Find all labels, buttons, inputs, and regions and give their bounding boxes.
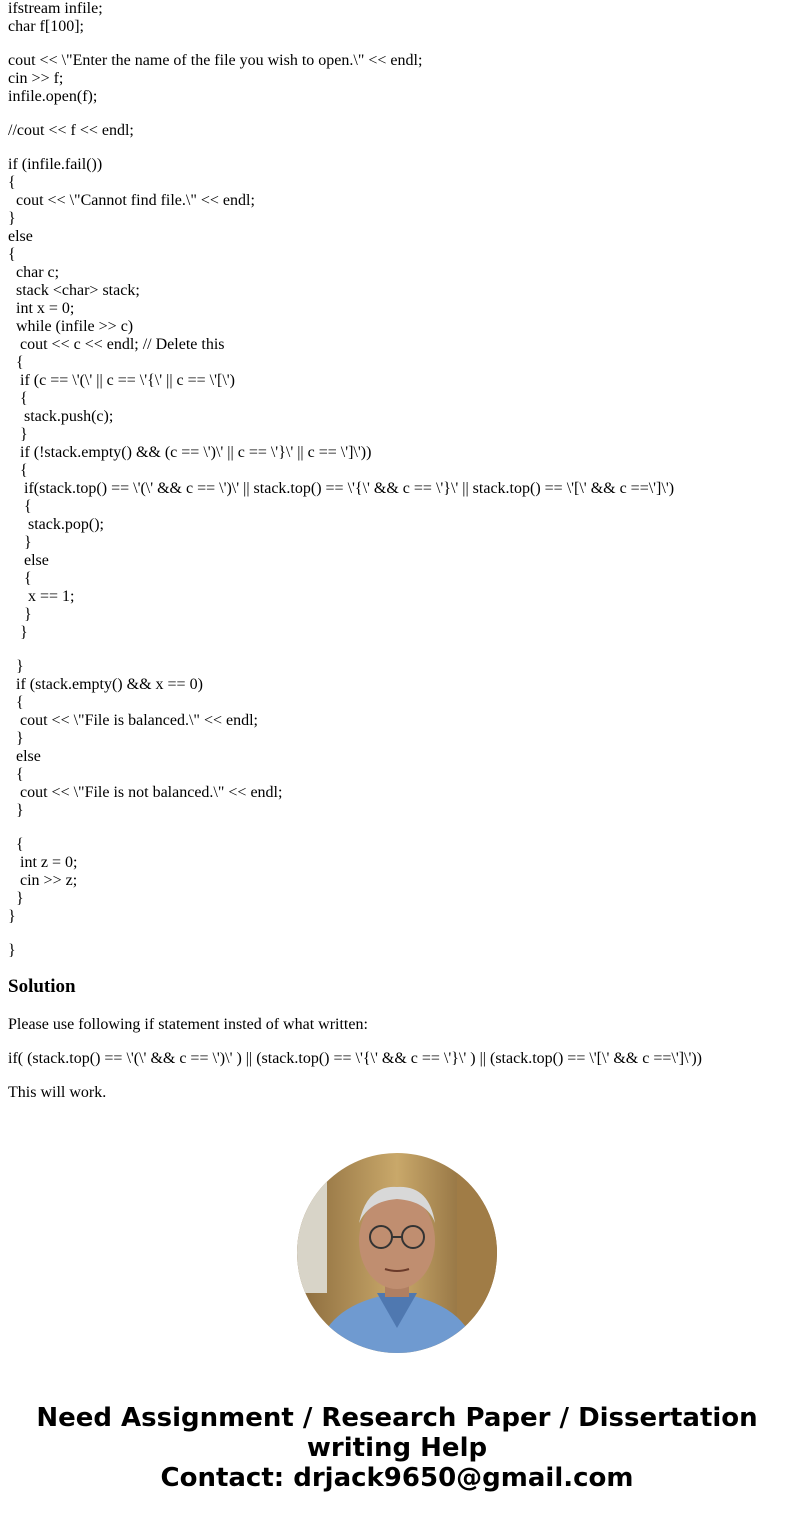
code-line: if(stack.top() == \'(\' && c == \')\' || stack.top() == \'{\' && c == \'}\' || stack.top() == \'[\' && c ==\']\'): [8, 480, 675, 497]
code-line: else: [8, 748, 41, 765]
code-line: {: [8, 766, 24, 783]
question-code: [8, 0, 786, 960]
banner-line-2: writing Help: [306, 1433, 488, 1463]
code-line: else: [8, 552, 49, 569]
code-line: {: [8, 498, 32, 515]
banner-line-3: Contact: drjack9650@gmail.com: [160, 1463, 634, 1493]
code-block: [8, 836, 786, 926]
code-line: }: [8, 426, 28, 443]
code-line: cin >> z;: [8, 872, 78, 889]
solution-code: if( (stack.top() == \'(\' && c == \')\' ) || (stack.top() == \'{\' && c == \'}\' ) || (stack.top() == \'[\' && c ==\']\')): [8, 1050, 703, 1067]
code-block: [8, 0, 786, 36]
code-line: }: [8, 606, 32, 623]
code-line: }: [8, 210, 16, 227]
code-line: if (!stack.empty() && (c == \')\' || c == \'}\' || c == \']\')): [8, 444, 372, 461]
solution-intro: Please use following if statement insted of what written:: [8, 1016, 368, 1033]
contact-banner: [0, 1403, 794, 1493]
code-line: cout << \"File is not balanced.\" << endl;: [8, 784, 283, 801]
code-line: char f[100];: [8, 18, 84, 35]
code-line: if (infile.fail()): [8, 156, 103, 173]
code-line: {: [8, 246, 16, 263]
code-line: cout << \"Enter the name of the file you wish to open.\" << endl;: [8, 52, 423, 69]
code-block: [8, 52, 786, 106]
code-line: {: [8, 836, 24, 853]
code-line: {: [8, 174, 16, 191]
code-line: x == 1;: [8, 588, 75, 605]
code-line: }: [8, 730, 24, 747]
code-line: ifstream infile;: [8, 0, 103, 17]
code-line: if (c == \'(\' || c == \'{\' || c == \'[\'): [8, 372, 235, 389]
code-line: }: [8, 942, 16, 959]
code-line: {: [8, 354, 24, 371]
code-line: }: [8, 890, 24, 907]
code-line: {: [8, 462, 28, 479]
code-line: {: [8, 390, 28, 407]
code-line: }: [8, 802, 24, 819]
banner-line-1: Need Assignment / Research Paper / Dissertation: [36, 1403, 758, 1433]
code-line: }: [8, 624, 28, 641]
code-line: }: [8, 658, 24, 675]
code-line: cin >> f;: [8, 70, 64, 87]
code-line: }: [8, 908, 16, 925]
code-line: infile.open(f);: [8, 88, 98, 105]
code-line: int x = 0;: [8, 300, 75, 317]
portrait-image: [297, 1153, 497, 1353]
code-line: char c;: [8, 264, 60, 281]
code-block: [8, 942, 786, 960]
code-line: stack.pop();: [8, 516, 104, 533]
code-block: [8, 122, 786, 140]
code-line: {: [8, 694, 24, 711]
code-line: stack.push(c);: [8, 408, 114, 425]
solution-closing: This will work.: [8, 1084, 107, 1101]
code-line: else: [8, 228, 33, 245]
code-block: [8, 658, 786, 820]
code-line: {: [8, 570, 32, 587]
code-line: stack <char> stack;: [8, 282, 140, 299]
code-line: //cout << f << endl;: [8, 122, 134, 139]
code-line: }: [8, 534, 32, 551]
author-photo: [297, 1153, 497, 1353]
code-line: cout << \"File is balanced.\" << endl;: [8, 712, 258, 729]
solution-heading: Solution: [8, 976, 76, 997]
code-line: while (infile >> c): [8, 318, 134, 335]
code-line: cout << \"Cannot find file.\" << endl;: [8, 192, 255, 209]
code-line: cout << c << endl; // Delete this: [8, 336, 225, 353]
code-line: int z = 0;: [8, 854, 78, 871]
code-line: if (stack.empty() && x == 0): [8, 676, 203, 693]
code-block: [8, 156, 786, 642]
